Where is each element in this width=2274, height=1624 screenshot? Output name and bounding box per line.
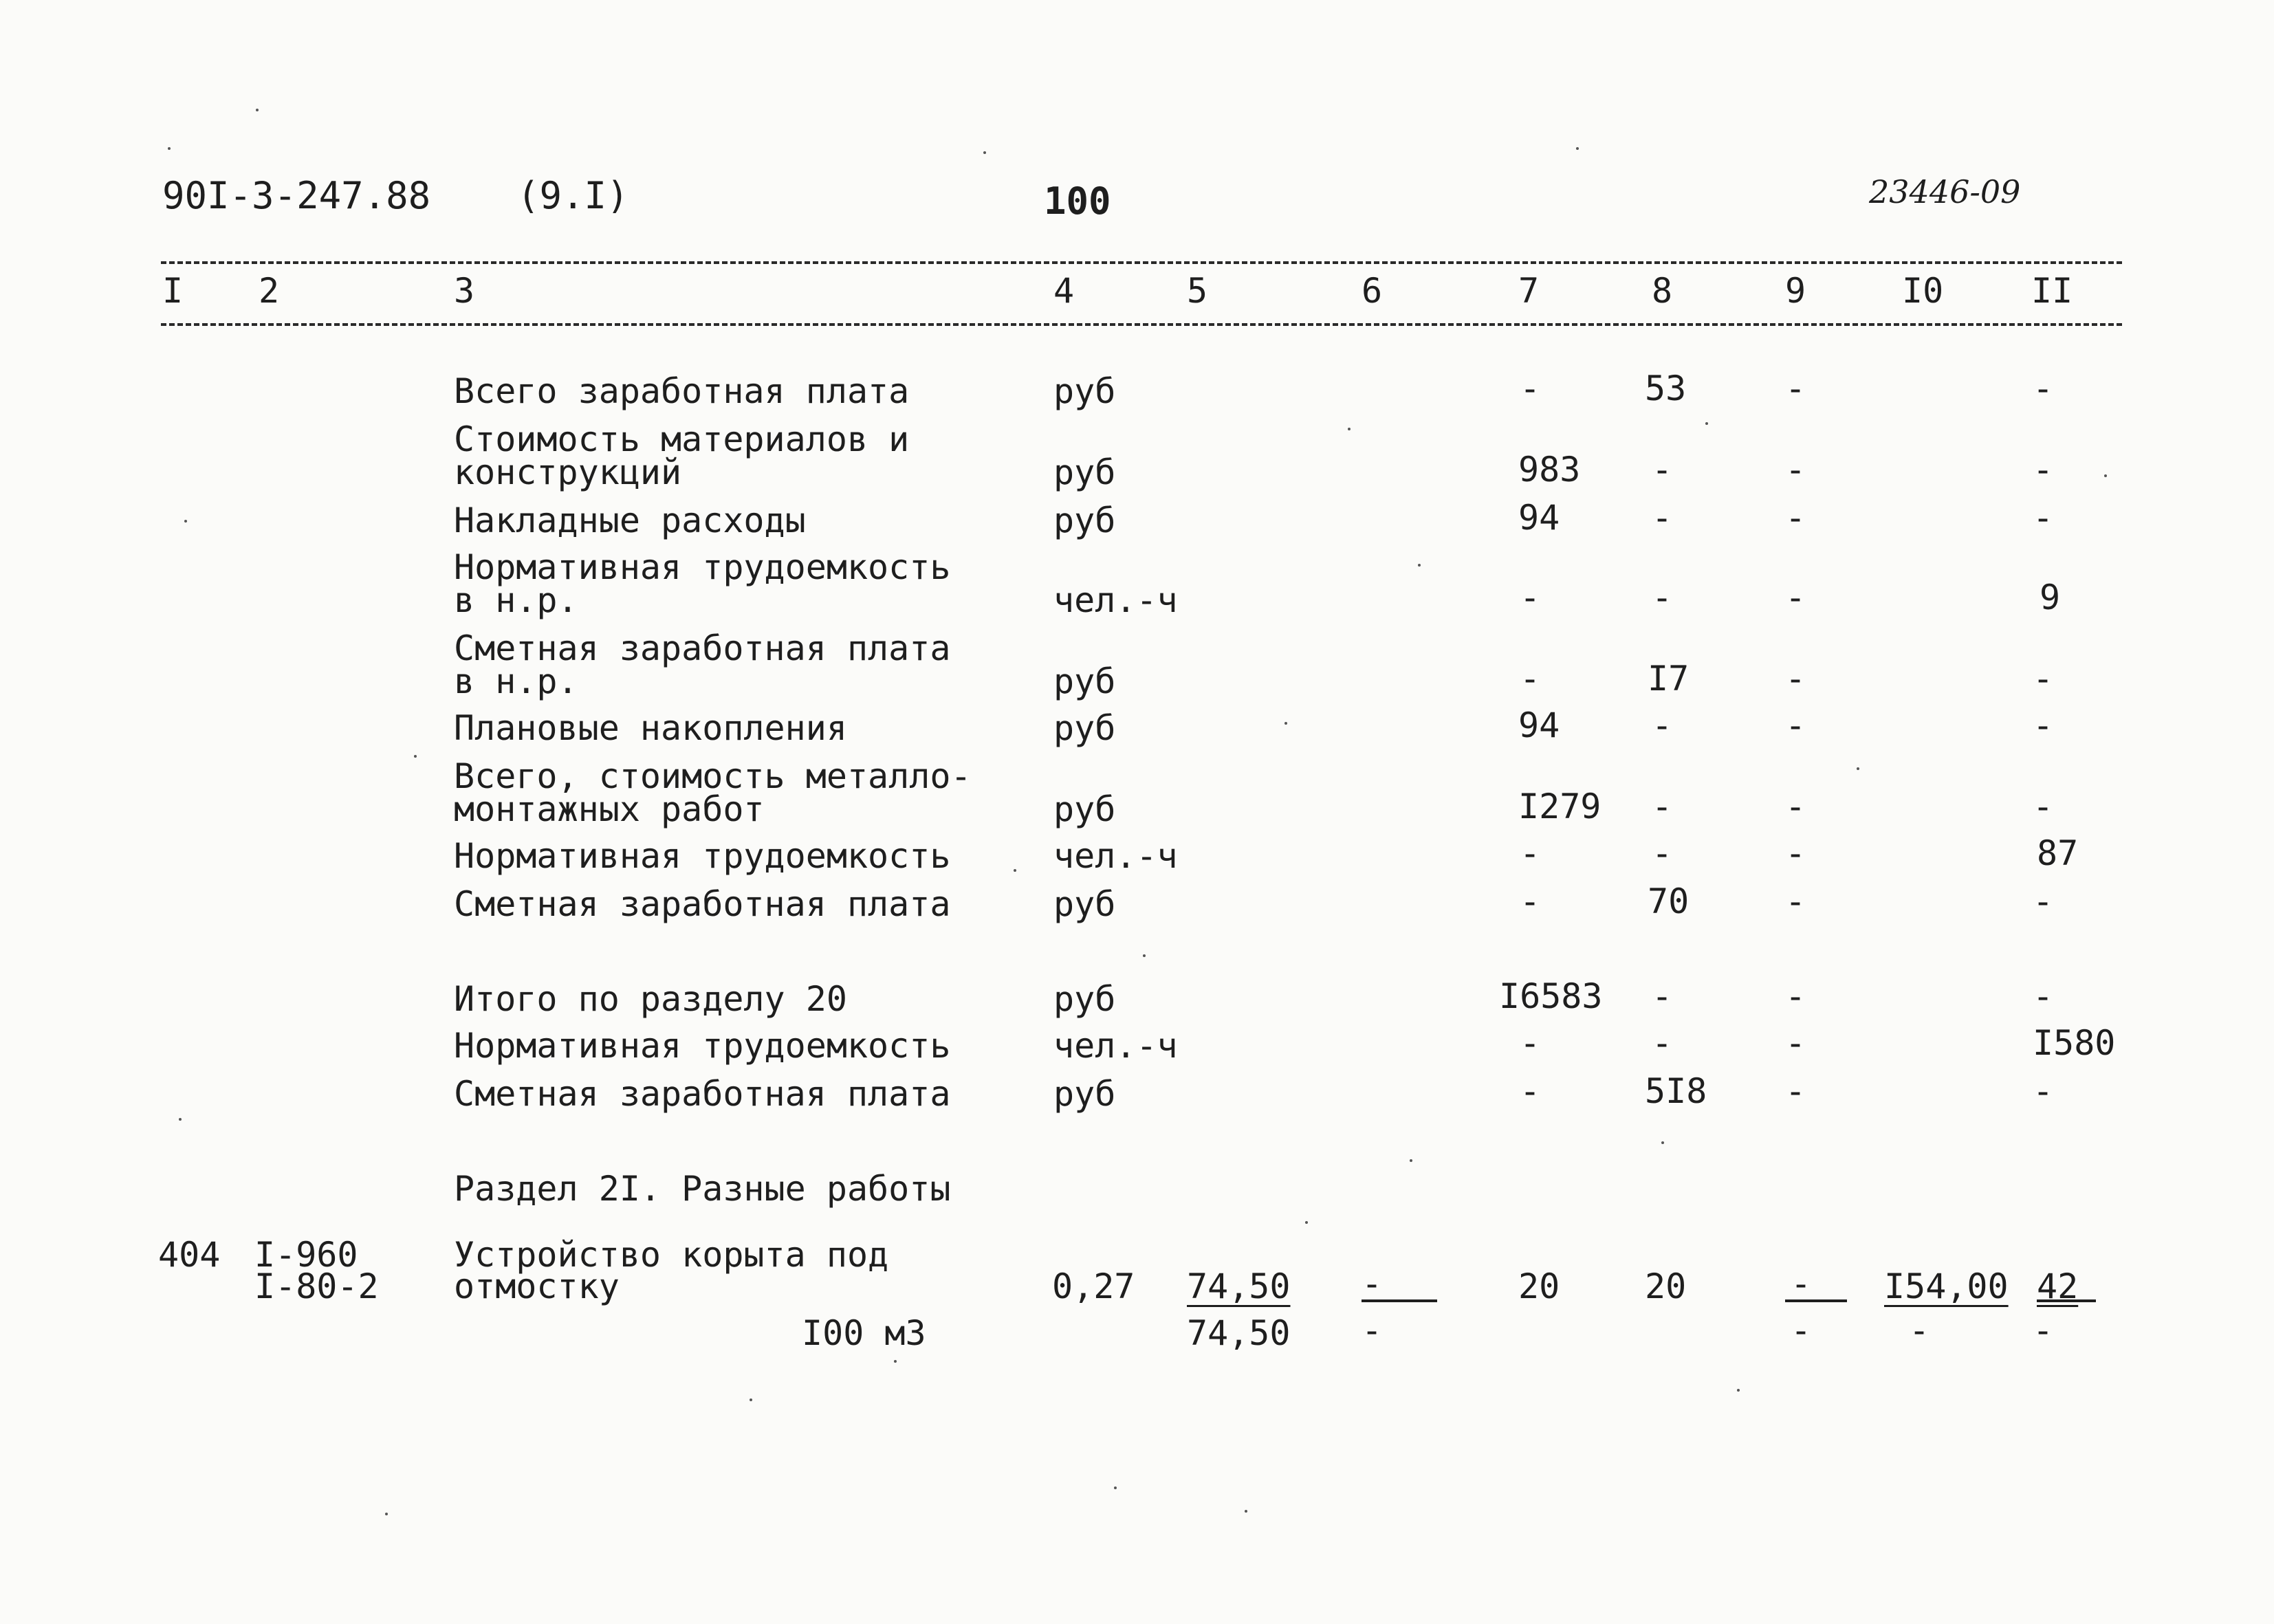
row-col11: I580	[2033, 1023, 2116, 1063]
item-col11: 42	[2037, 1266, 2079, 1306]
item-col11-underline	[2037, 1299, 2096, 1302]
scan-speck	[1245, 1510, 1247, 1513]
row-col7: -	[1520, 659, 1541, 699]
scan-speck	[1114, 1486, 1117, 1489]
row-col11: -	[2033, 498, 2054, 538]
column-header-5: 5	[1187, 271, 1208, 311]
scan-speck	[983, 151, 986, 154]
row-col8: -	[1652, 578, 1673, 617]
row-col8: 53	[1645, 369, 1687, 408]
scan-speck	[1576, 147, 1579, 150]
scan-speck	[1705, 422, 1708, 425]
row-name-cont: в н.р.	[454, 580, 578, 620]
row-col8: -	[1652, 833, 1673, 873]
row-col11: -	[2033, 659, 2054, 699]
column-header-4: 4	[1053, 271, 1075, 311]
scan-speck	[1348, 428, 1351, 430]
row-col7: -	[1520, 881, 1541, 921]
row-name: Накладные расходы	[454, 501, 806, 540]
row-col9: -	[1785, 450, 1806, 490]
row-unit: чел.-ч	[1053, 836, 1178, 876]
page-number: 100	[1044, 179, 1111, 223]
scan-speck	[1305, 1221, 1308, 1224]
row-col9: -	[1785, 578, 1806, 617]
item-name-cont: отмостку	[454, 1266, 620, 1306]
column-header-2: 2	[259, 271, 280, 311]
scan-speck	[385, 1513, 388, 1515]
column-header-10: I0	[1902, 271, 1944, 311]
item-col10-2: -	[1909, 1310, 1930, 1350]
scan-speck	[179, 1118, 182, 1121]
item-code-secondary: I-80-2	[254, 1266, 379, 1306]
row-col9: -	[1785, 881, 1806, 921]
document-code: 90I-3-247.88	[162, 174, 431, 217]
item-col10: I54,00	[1884, 1266, 2009, 1306]
row-name: Нормативная трудоемкость	[454, 836, 951, 876]
row-col11: -	[2033, 450, 2054, 490]
row-col11: 87	[2037, 833, 2079, 873]
item-col8: 20	[1645, 1266, 1687, 1306]
row-col8: 70	[1648, 881, 1690, 921]
item-col7: 20	[1518, 1266, 1560, 1306]
header-rule-top	[161, 261, 2122, 264]
row-col7: I6583	[1499, 976, 1603, 1016]
row-col7: 983	[1518, 450, 1581, 490]
scan-speck	[184, 520, 187, 523]
row-col11: -	[2033, 787, 2054, 826]
row-col9: -	[1785, 498, 1806, 538]
item-col6: -	[1362, 1264, 1383, 1304]
row-unit: руб	[1053, 884, 1116, 924]
row-col9: -	[1785, 659, 1806, 699]
row-col7: 94	[1518, 498, 1560, 538]
item-quantity: 0,27	[1052, 1266, 1135, 1306]
row-unit: руб	[1053, 501, 1116, 540]
column-header-3: 3	[454, 271, 475, 311]
row-unit: чел.-ч	[1053, 580, 1178, 620]
row-col8: -	[1652, 498, 1673, 538]
row-unit: руб	[1053, 979, 1116, 1019]
row-col9: -	[1785, 833, 1806, 873]
scan-speck	[894, 1360, 897, 1363]
row-name: Сметная заработная плата	[454, 628, 951, 668]
row-col9: -	[1785, 1023, 1806, 1063]
item-col9: -	[1791, 1264, 1812, 1304]
row-col11: -	[2033, 1071, 2054, 1111]
scan-speck	[750, 1398, 752, 1401]
scan-speck	[414, 755, 417, 758]
section-title: Раздел 2I. Разные работы	[454, 1169, 951, 1209]
row-col7: 94	[1518, 705, 1560, 745]
item-name: Устройство корыта под	[454, 1235, 889, 1275]
scan-speck	[1857, 767, 1859, 770]
row-name: Плановые накопления	[454, 708, 847, 748]
row-col7: -	[1520, 1023, 1541, 1063]
row-col11: -	[2033, 976, 2054, 1016]
row-col9: -	[1785, 369, 1806, 408]
row-unit: руб	[1053, 452, 1116, 492]
header-rule-bottom	[161, 323, 2122, 326]
scan-speck	[168, 147, 171, 150]
column-header-6: 6	[1362, 271, 1383, 311]
row-col9: -	[1785, 787, 1806, 826]
row-col11: 9	[2040, 578, 2061, 617]
row-name: Нормативная трудоемкость	[454, 547, 951, 587]
row-col7: -	[1520, 578, 1541, 617]
item-col9-underline	[1785, 1299, 1847, 1302]
row-unit: чел.-ч	[1053, 1026, 1178, 1066]
item-unit-cost-2: 74,50	[1187, 1313, 1291, 1353]
row-col7: -	[1520, 833, 1541, 873]
scan-speck	[1014, 869, 1016, 872]
scan-speck	[1143, 954, 1146, 957]
row-unit: руб	[1053, 1074, 1116, 1114]
row-unit: руб	[1053, 708, 1116, 748]
row-col11: -	[2033, 881, 2054, 921]
row-unit: руб	[1053, 371, 1116, 411]
row-col8: -	[1652, 976, 1673, 1016]
item-col11-2: -	[2033, 1310, 2054, 1350]
row-name: Сметная заработная плата	[454, 1074, 951, 1114]
column-header-7: 7	[1518, 271, 1540, 311]
row-col7: I279	[1518, 787, 1601, 826]
row-col8: -	[1652, 1023, 1673, 1063]
section-total-label: Итого по разделу 20	[454, 979, 847, 1019]
item-measure-unit: I00 м3	[802, 1313, 926, 1353]
row-col11: -	[2033, 369, 2054, 408]
column-header-11: II	[2031, 271, 2073, 311]
row-col8: I7	[1648, 659, 1690, 699]
column-header-9: 9	[1785, 271, 1806, 311]
row-col9: -	[1785, 705, 1806, 745]
row-name: Сметная заработная плата	[454, 884, 951, 924]
item-col6-underline	[1362, 1299, 1437, 1302]
row-col8: -	[1652, 450, 1673, 490]
scan-speck	[1661, 1141, 1664, 1144]
row-name: Всего, стоимость металло-	[454, 756, 972, 796]
row-name-cont: в н.р.	[454, 661, 578, 701]
column-header-1: I	[162, 271, 184, 311]
scan-speck	[1737, 1389, 1740, 1392]
item-code-primary: I-960	[254, 1235, 358, 1275]
row-col11: -	[2033, 705, 2054, 745]
row-name: Нормативная трудоемкость	[454, 1026, 951, 1066]
scan-speck	[1418, 564, 1421, 567]
scan-speck	[256, 109, 259, 111]
row-col8: 5I8	[1645, 1071, 1707, 1111]
row-name-cont: конструкций	[454, 452, 682, 492]
item-unit-cost: 74,50	[1187, 1266, 1291, 1306]
row-col9: -	[1785, 1071, 1806, 1111]
row-col7: -	[1520, 369, 1541, 408]
scan-speck	[1284, 722, 1287, 725]
row-name: Стоимость материалов и	[454, 419, 910, 459]
scan-speck	[2104, 474, 2107, 477]
row-name: Всего заработная плата	[454, 371, 910, 411]
row-col8: -	[1652, 787, 1673, 826]
column-header-8: 8	[1652, 271, 1673, 311]
item-number: 404	[158, 1235, 221, 1275]
row-col9: -	[1785, 976, 1806, 1016]
row-unit: руб	[1053, 661, 1116, 701]
row-name-cont: монтажных работ	[454, 789, 765, 829]
archive-number: 23446-09	[1869, 173, 2021, 210]
scan-speck	[1410, 1159, 1412, 1162]
section-reference: (9.I)	[517, 174, 629, 217]
item-col6-2: -	[1362, 1310, 1383, 1350]
row-unit: руб	[1053, 789, 1116, 829]
item-col9-2: -	[1791, 1310, 1812, 1350]
row-col7: -	[1520, 1071, 1541, 1111]
row-col8: -	[1652, 705, 1673, 745]
